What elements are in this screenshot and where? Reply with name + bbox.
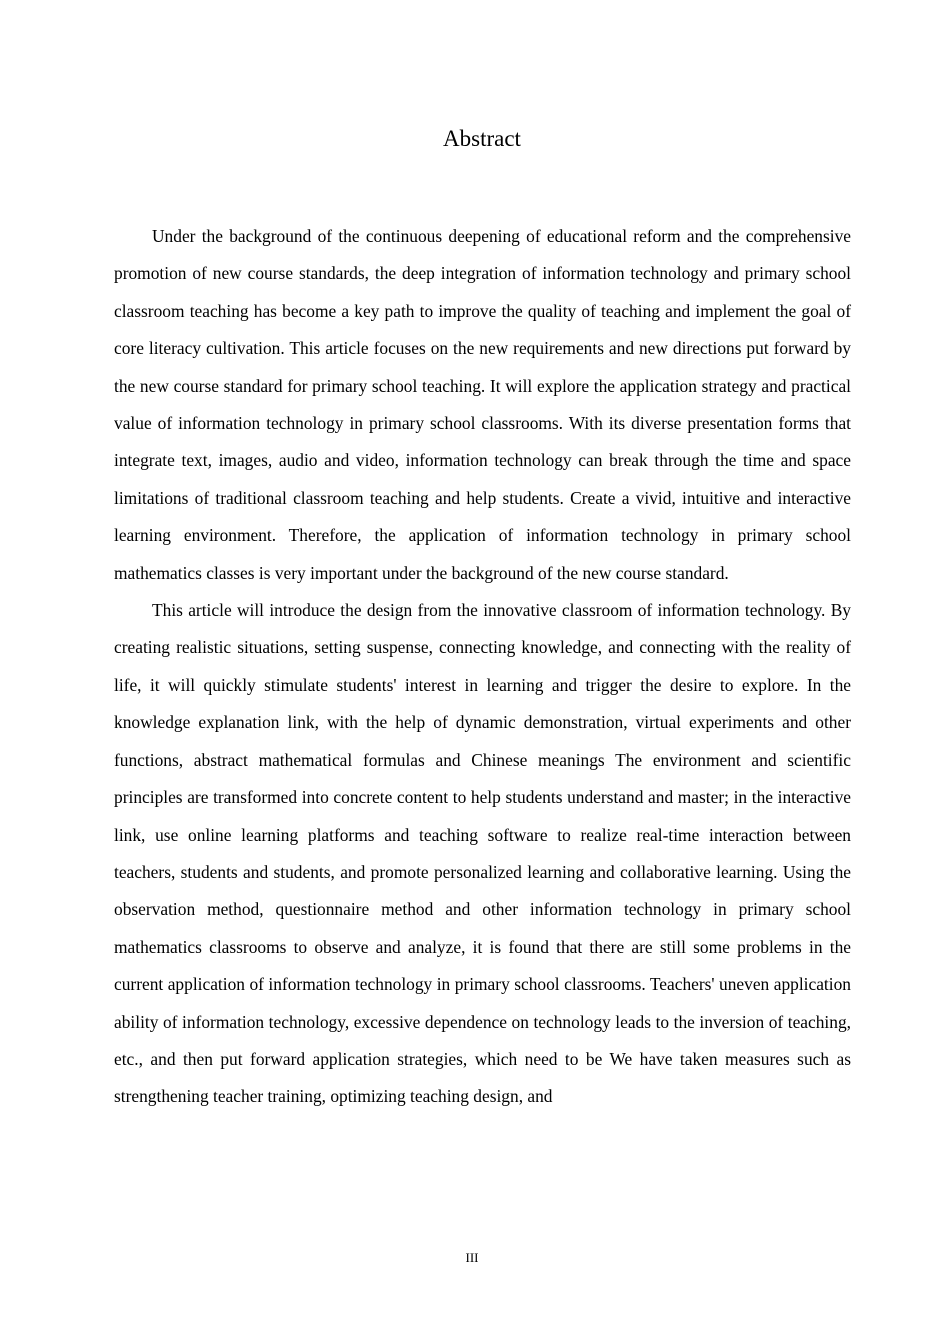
- page-title: Abstract: [443, 126, 521, 151]
- abstract-body: [114, 218, 851, 1116]
- abstract-paragraph-2: This article will introduce the design from the innovative classroom of information technology. By creating realistic situations, setting suspense, connecting knowledge, and connecting with the reality of life, it will quickly stimulate students' interest in learning and trigger the desire to explore. In the knowledge explanation link, with the help of dynamic demonstration, virtual experiments and other functions, abstract mathematical formulas and Chinese meanings The environment and scientific principles are transformed into concrete content to help students understand and master; in the interactive link, use online learning platforms and teaching software to realize real-time interaction between teachers, students and students, and promote personalized learning and collaborative learning. Using the observation method, questionnaire method and other information technology in primary school mathematics classrooms to observe and analyze, it is found that there are still some problems in the current application of information technology in primary school classrooms. Teachers' uneven application ability of information technology, excessive dependence on technology leads to the inversion of teaching, etc., and then put forward application strategies, which need to be We have taken measures such as strengthening teacher training, optimizing teaching design, and: [114, 600, 851, 1107]
- page-number: III: [465, 1250, 479, 1265]
- abstract-paragraph-1: Under the background of the continuous deepening of educational reform and the comprehensive promotion of new course standards, the deep integration of information technology and primary school classroom teaching has become a key path to improve the quality of teaching and implement the goal of core literacy cultivation. This article focuses on the new requirements and new directions put forward by the new course standard for primary school teaching. It will explore the application strategy and practical value of information technology in primary school classrooms. With its diverse presentation forms that integrate text, images, audio and video, information technology can break through the time and space limitations of traditional classroom teaching and help students. Create a vivid, intuitive and interactive learning environment. Therefore, the application of information technology in primary school mathematics classes is very important under the background of the new course standard.: [114, 226, 851, 583]
